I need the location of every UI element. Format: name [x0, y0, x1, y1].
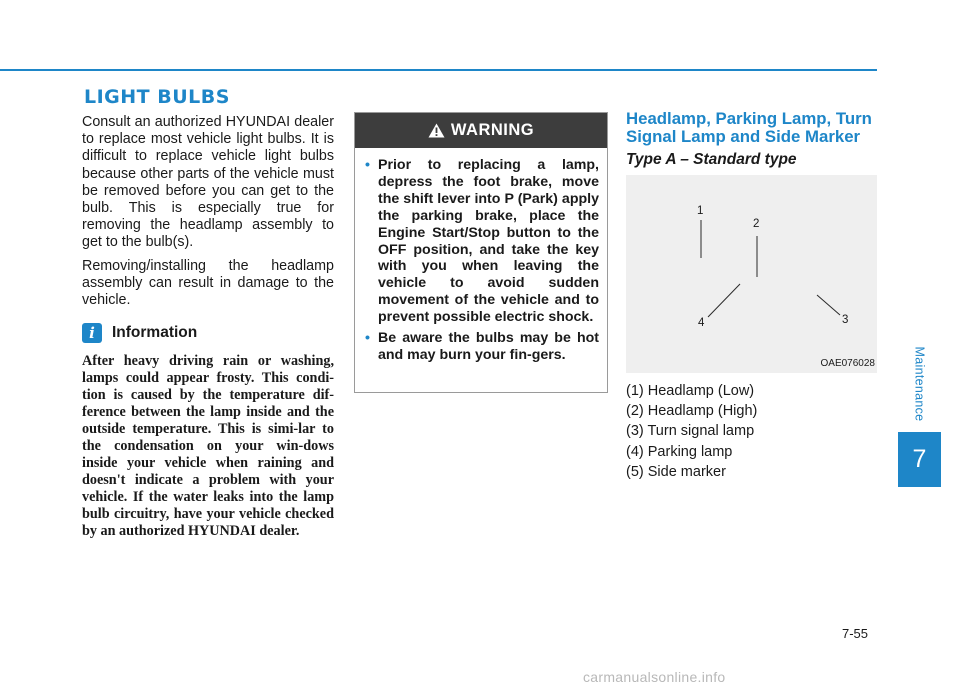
headlamp-section-title: Headlamp, Parking Lamp, Turn Signal Lamp and Side Marker [626, 109, 872, 146]
type-subtitle: Type A – Standard type [626, 151, 797, 168]
chapter-label [898, 335, 941, 432]
page-number: 7-55 [842, 626, 869, 641]
list-item: (5) Side marker [626, 463, 726, 480]
warning-item-text: Prior to replacing a lamp, depress the foot brake, move the shift lever into P (Park) apply the parking brake, place the Engine Start/Stop button to the OFF position, and take the key with you when leaving the vehicle to avoid sudden movement of the vehicle and to prevent possible electric shock. [378, 157, 599, 326]
leader-lines [626, 175, 877, 373]
intro-paragraph: Consult an authorized HYUNDAI dealer to replace most vehicle light bulbs. It is difficult to replace vehicle light bulbs because other parts of the vehicle must be removed before you can get to the bulb. This is especially true for removing the headlamp assembly to get to the bulb(s). [82, 114, 334, 251]
intro-column [82, 114, 334, 540]
damage-paragraph: Removing/installing the headlamp assembly can result in damage to the vehicle. [82, 257, 334, 309]
warning-item [365, 157, 599, 326]
callout-label: 2 [753, 218, 760, 230]
bullet-icon: • [365, 330, 370, 347]
callout-label: 4 [698, 317, 705, 329]
chapter-label-text: Maintenance [912, 346, 927, 421]
headlamp-figure [626, 175, 877, 373]
watermark: carmanualsonline.info [583, 669, 726, 685]
figure-code: OAE076028 [820, 358, 875, 369]
warning-triangle-icon [428, 123, 445, 138]
information-text: After heavy driving rain or washing, lamps could appear frosty. This condi-tion is caused by the temperature dif-ference between the lamp inside and the outside temperature. This is simi-lar to the condensation on your win-dows inside your vehicle when raining and doesn't indicate a problem with your vehicle. If the water leaks into the lamp bulb circuitry, have your vehicle checked by an authorized HYUNDAI dealer. [82, 353, 334, 540]
information-icon: i [82, 323, 102, 343]
information-header [82, 323, 334, 345]
callout-label: 1 [697, 205, 704, 217]
warning-list [355, 148, 607, 364]
warning-item-text: Be aware the bulbs may be hot and may burn your fin-gers. [378, 330, 599, 363]
callout-label: 3 [842, 314, 849, 326]
chapter-number: 7 [898, 432, 941, 487]
top-rule [0, 69, 877, 71]
warning-header [355, 113, 607, 148]
warning-item [365, 330, 599, 364]
list-item: (4) Parking lamp [626, 443, 733, 460]
parts-list [626, 381, 757, 482]
list-item: (2) Headlamp (High) [626, 403, 758, 420]
section-title: LIGHT BULBS [84, 86, 230, 108]
list-item: (1) Headlamp (Low) [626, 383, 755, 399]
list-item: (3) Turn signal lamp [626, 423, 755, 440]
bullet-icon: • [365, 157, 370, 173]
information-title: Information [112, 324, 198, 342]
warning-box [354, 112, 608, 393]
warning-title: WARNING [450, 121, 535, 139]
chapter-side-tab [898, 335, 941, 487]
